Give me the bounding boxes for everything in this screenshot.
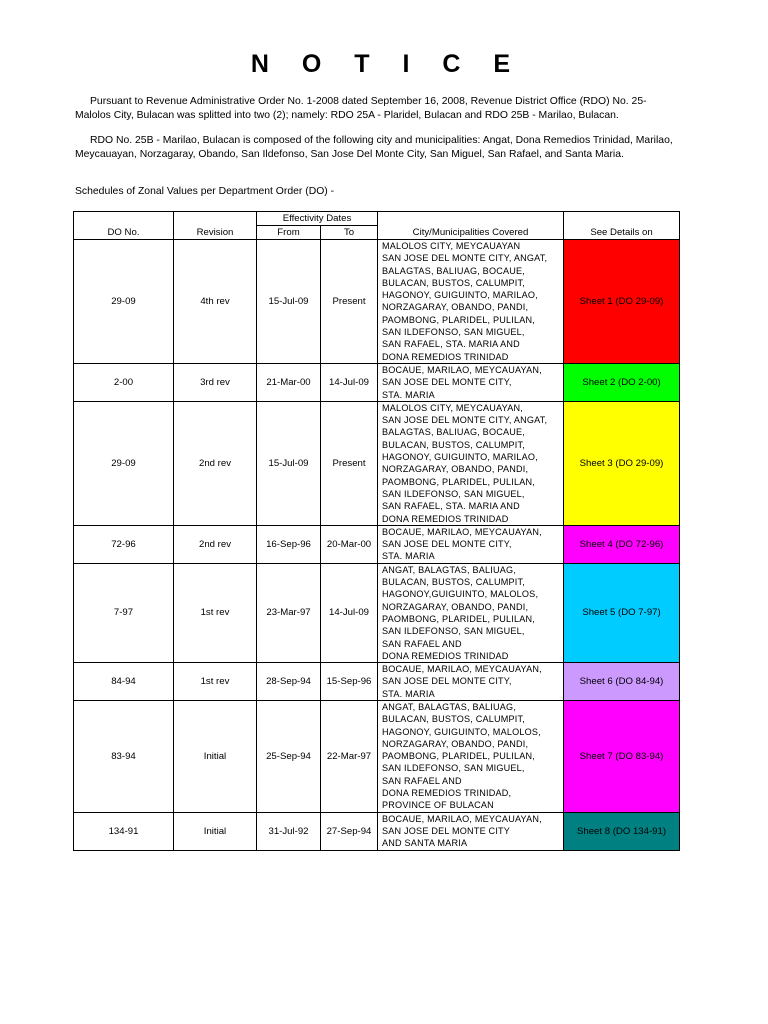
cell-sheet-link[interactable]: Sheet 4 (DO 72-96): [564, 525, 680, 563]
cell-revision: 1st rev: [174, 663, 257, 701]
cell-to: Present: [321, 240, 378, 364]
city-line: BOCAUE, MARILAO, MEYCAUAYAN,: [382, 813, 542, 824]
cell-to: Present: [321, 401, 378, 525]
cell-sheet-link[interactable]: Sheet 6 (DO 84-94): [564, 663, 680, 701]
city-line: NORZAGARAY, OBANDO, PANDI,: [382, 464, 529, 475]
city-line: PAOMBONG, PLARIDEL, PULILAN,: [382, 314, 536, 325]
city-line: SAN ILDEFONSO, SAN MIGUEL,: [382, 626, 525, 637]
city-line: MALOLOS CITY, MEYCAUAYAN: [382, 241, 521, 251]
city-line: ANGAT, BALAGTAS, BALIUAG,: [382, 564, 517, 575]
table-row: [74, 563, 680, 662]
cell-do-no: 84-94: [74, 663, 174, 701]
cell-revision: 4th rev: [174, 240, 257, 364]
cell-to: 20-Mar-00: [321, 525, 378, 563]
city-line: NORZAGARAY, OBANDO, PANDI,: [382, 302, 529, 313]
cell-sheet-link[interactable]: Sheet 7 (DO 83-94): [564, 700, 680, 812]
city-line: PAOMBONG, PLARIDEL, PULILAN,: [382, 613, 536, 624]
city-line: SAN RAFAEL AND: [382, 638, 462, 649]
header-see-details: See Details on: [564, 212, 680, 240]
city-line: SAN JOSE DEL MONTE CITY, ANGAT,: [382, 415, 548, 426]
city-line: SAN JOSE DEL MONTE CITY, ANGAT,: [382, 253, 548, 264]
city-line: HAGONOY,GUIGUINTO, MALOLOS,: [382, 589, 539, 600]
cell-do-no: 2-00: [74, 363, 174, 401]
cell-sheet-link[interactable]: Sheet 1 (DO 29-09): [564, 240, 680, 364]
city-line: PAOMBONG, PLARIDEL, PULILAN,: [382, 476, 536, 487]
city-line: BULACAN, BUSTOS, CALUMPIT,: [382, 439, 526, 450]
city-line: AND SANTA MARIA: [382, 838, 468, 849]
cell-cities: [378, 401, 564, 525]
city-line: BULACAN, BUSTOS, CALUMPIT,: [382, 714, 526, 725]
cell-from: 25-Sep-94: [257, 700, 321, 812]
cell-from: 15-Jul-09: [257, 401, 321, 525]
city-line: ANGAT, BALAGTAS, BALIUAG,: [382, 701, 517, 712]
cell-from: 31-Jul-92: [257, 812, 321, 850]
cell-sheet-link[interactable]: Sheet 8 (DO 134-91): [564, 812, 680, 850]
city-line: BOCAUE, MARILAO, MEYCAUAYAN,: [382, 664, 542, 675]
cell-do-no: 83-94: [74, 700, 174, 812]
composition-paragraph-text: RDO No. 25B - Marilao, Bulacan is composed of the following city and municipalities: Angat, Dona Remedios Trinidad, Marilao, Meycauayan, Norzagaray, Obando, San Ildefonso, San Jose Del Monte City, San Miguel, San Rafael, and Santa Maria.: [75, 135, 673, 160]
cell-do-no: 134-91: [74, 812, 174, 850]
cell-cities: [378, 563, 564, 662]
city-line: NORZAGARAY, OBANDO, PANDI,: [382, 601, 529, 612]
cell-cities: [378, 363, 564, 401]
table-row: [74, 401, 680, 525]
city-line: STA. MARIA: [382, 389, 435, 400]
city-line: SAN RAFAEL AND: [382, 775, 462, 786]
cell-to: 27-Sep-94: [321, 812, 378, 850]
city-line: DONA REMEDIOS TRINIDAD: [382, 650, 509, 661]
city-line: BULACAN, BUSTOS, CALUMPIT,: [382, 577, 526, 588]
city-line: SAN ILDEFONSO, SAN MIGUEL,: [382, 488, 525, 499]
city-line: SAN JOSE DEL MONTE CITY,: [382, 377, 512, 388]
cell-revision: Initial: [174, 700, 257, 812]
cell-from: 16-Sep-96: [257, 525, 321, 563]
city-line: MALOLOS CITY, MEYCAUAYAN,: [382, 402, 523, 413]
page-title: N O T I C E: [250, 50, 524, 78]
header-effectivity-dates: Effectivity Dates: [257, 212, 378, 226]
cell-revision: 1st rev: [174, 563, 257, 662]
city-line: HAGONOY, GUIGUINTO, MALOLOS,: [382, 726, 541, 737]
cell-to: 22-Mar-97: [321, 700, 378, 812]
city-line: BOCAUE, MARILAO, MEYCAUAYAN,: [382, 526, 542, 537]
table-row: [74, 363, 680, 401]
cell-from: 28-Sep-94: [257, 663, 321, 701]
table-row: [74, 812, 680, 850]
schedules-caption: Schedules of Zonal Values per Department Order (DO) -: [75, 186, 335, 197]
header-do-no: DO No.: [74, 212, 174, 240]
cell-do-no: 29-09: [74, 401, 174, 525]
intro-paragraph: [75, 95, 675, 122]
cell-cities: [378, 525, 564, 563]
city-line: BALAGTAS, BALIUAG, BOCAUE,: [382, 427, 526, 438]
cell-revision: 2nd rev: [174, 525, 257, 563]
cell-to: 14-Jul-09: [321, 563, 378, 662]
cell-sheet-link[interactable]: Sheet 5 (DO 7-97): [564, 563, 680, 662]
intro-paragraph-text: Pursuant to Revenue Administrative Order No. 1-2008 dated September 16, 2008, Revenue District Office (RDO) No. 25-Malolos City, Bulacan was splitted into two (2); namely: RDO 25A - Plaridel, Bulacan and RDO 25B - Marilao, Bulacan.: [75, 96, 647, 121]
cell-from: 15-Jul-09: [257, 240, 321, 364]
city-line: BULACAN, BUSTOS, CALUMPIT,: [382, 277, 526, 288]
city-line: DONA REMEDIOS TRINIDAD: [382, 513, 509, 524]
table-row: [74, 240, 680, 364]
composition-paragraph: [75, 134, 675, 161]
city-line: SAN RAFAEL, STA. MARIA AND: [382, 501, 520, 512]
cell-do-no: 29-09: [74, 240, 174, 364]
cell-cities: [378, 812, 564, 850]
cell-sheet-link[interactable]: Sheet 3 (DO 29-09): [564, 401, 680, 525]
table-row: [74, 663, 680, 701]
header-cities: City/Municipalities Covered: [378, 212, 564, 240]
table-row: [74, 700, 680, 812]
cell-to: 14-Jul-09: [321, 363, 378, 401]
cell-revision: Initial: [174, 812, 257, 850]
city-line: SAN ILDEFONSO, SAN MIGUEL,: [382, 327, 525, 338]
city-line: SAN RAFAEL, STA. MARIA AND: [382, 339, 520, 350]
city-line: PAOMBONG, PLARIDEL, PULILAN,: [382, 751, 536, 762]
cell-cities: [378, 240, 564, 364]
cell-from: 23-Mar-97: [257, 563, 321, 662]
city-line: HAGONOY, GUIGUINTO, MARILAO,: [382, 452, 538, 463]
cell-cities: [378, 700, 564, 812]
city-line: PROVINCE OF BULACAN: [382, 800, 494, 811]
cell-do-no: 72-96: [74, 525, 174, 563]
city-line: DONA REMEDIOS TRINIDAD,: [382, 788, 512, 799]
cell-sheet-link[interactable]: Sheet 2 (DO 2-00): [564, 363, 680, 401]
table-row: [74, 525, 680, 563]
city-line: DONA REMEDIOS TRINIDAD: [382, 351, 509, 362]
cell-revision: 2nd rev: [174, 401, 257, 525]
city-line: BALAGTAS, BALIUAG, BOCAUE,: [382, 265, 526, 276]
city-line: SAN JOSE DEL MONTE CITY,: [382, 676, 512, 687]
city-line: STA. MARIA: [382, 551, 435, 562]
header-to: To: [321, 226, 378, 240]
header-revision: Revision: [174, 212, 257, 240]
city-line: BOCAUE, MARILAO, MEYCAUAYAN,: [382, 364, 542, 375]
header-from: From: [257, 226, 321, 240]
cell-cities: [378, 663, 564, 701]
cell-from: 21-Mar-00: [257, 363, 321, 401]
city-line: SAN ILDEFONSO, SAN MIGUEL,: [382, 763, 525, 774]
city-line: NORZAGARAY, OBANDO, PANDI,: [382, 738, 529, 749]
city-line: HAGONOY, GUIGUINTO, MARILAO,: [382, 290, 538, 301]
cell-to: 15-Sep-96: [321, 663, 378, 701]
cell-do-no: 7-97: [74, 563, 174, 662]
city-line: SAN JOSE DEL MONTE CITY,: [382, 539, 512, 550]
city-line: SAN JOSE DEL MONTE CITY: [382, 825, 511, 836]
cell-revision: 3rd rev: [174, 363, 257, 401]
city-line: STA. MARIA: [382, 688, 435, 699]
zonal-values-table: [73, 211, 680, 851]
